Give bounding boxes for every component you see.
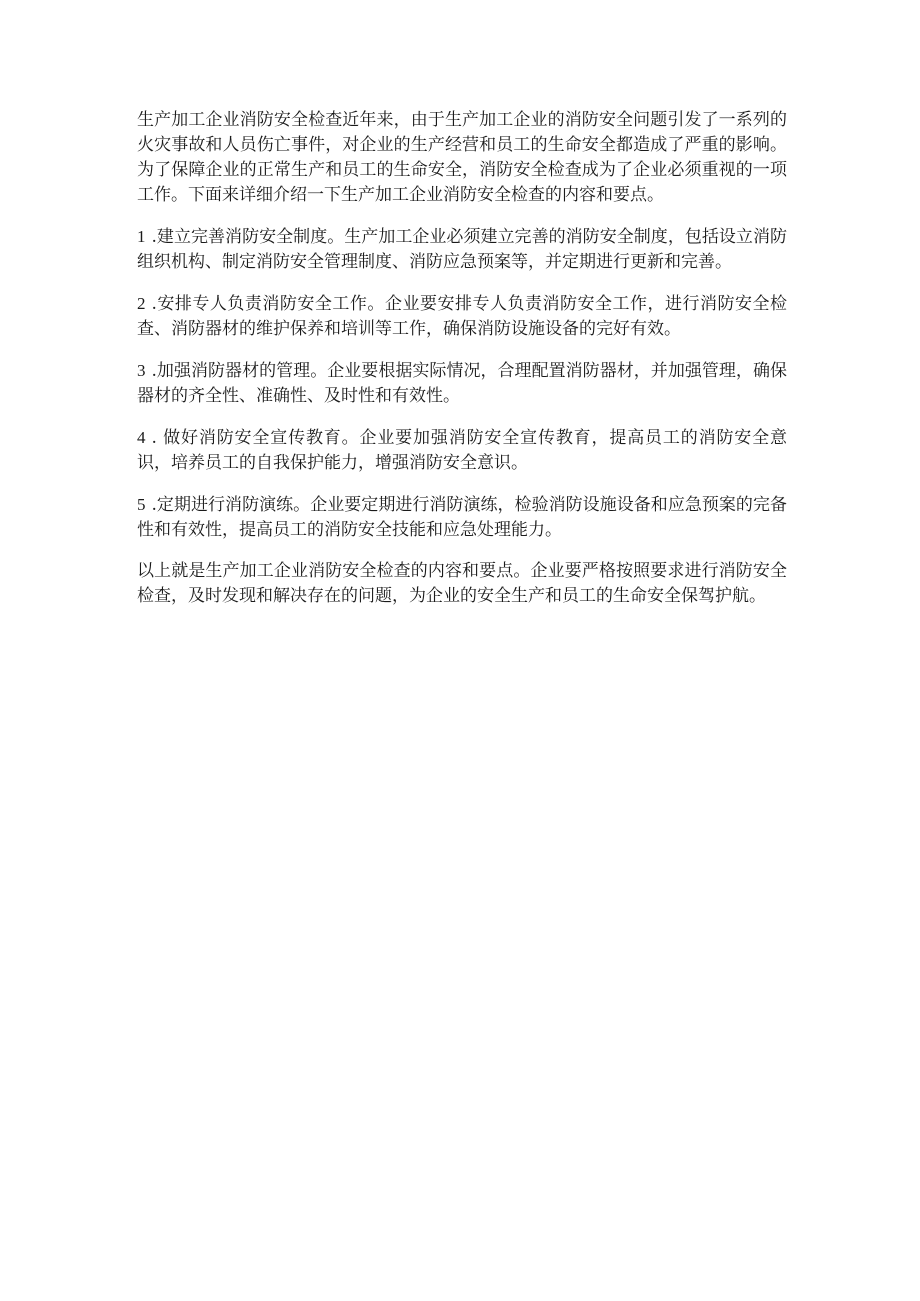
list-item-text: . 做好消防安全宣传教育。企业要加强消防安全宣传教育，提高员工的消防安全意识，培养员工的自我保护能力，增强消防安全意识。 bbox=[137, 428, 787, 473]
intro-paragraph: 生产加工企业消防安全检查近年来，由于生产加工企业的消防安全问题引发了一系列的火灾事故和人员伤亡事件，对企业的生产经营和员工的生命安全都造成了严重的影响。为了保障企业的正常生产和员工的生命安全，消防安全检查成为了企业必须重视的一项工作。下面来详细介绍一下生产加工企业消防安全检查的内容和要点。 bbox=[137, 110, 787, 205]
list-item-text: .定期进行消防演练。企业要定期进行消防演练，检验消防设施设备和应急预案的完备性和有效性，提高员工的消防安全技能和应急处理能力。 bbox=[137, 495, 787, 540]
list-item-text: .建立完善消防安全制度。生产加工企业必须建立完善的消防安全制度，包括设立消防组织机构、制定消防安全管理制度、消防应急预案等，并定期进行更新和完善。 bbox=[137, 227, 787, 272]
list-item bbox=[137, 492, 787, 543]
list-item-text: .安排专人负责消防安全工作。企业要安排专人负责消防安全工作，进行消防安全检查、消防器材的维护保养和培训等工作，确保消防设施设备的完好有效。 bbox=[137, 294, 787, 339]
list-item bbox=[137, 358, 787, 409]
list-item-number: 5 bbox=[137, 495, 146, 514]
list-item-text: .加强消防器材的管理。企业要根据实际情况，合理配置消防器材，并加强管理，确保器材的齐全性、准确性、及时性和有效性。 bbox=[137, 361, 787, 406]
conclusion-paragraph: 以上就是生产加工企业消防安全检查的内容和要点。企业要严格按照要求进行消防安全检查，及时发现和解决存在的问题，为企业的安全生产和员工的生命安全保驾护航。 bbox=[137, 561, 787, 606]
list-item-number: 1 bbox=[137, 227, 146, 246]
list-item bbox=[137, 425, 787, 476]
list-item bbox=[137, 291, 787, 342]
list-item-number: 3 bbox=[137, 361, 146, 380]
list-item-number: 2 bbox=[137, 294, 146, 313]
list-item bbox=[137, 224, 787, 275]
list-item-number: 4 bbox=[137, 428, 146, 447]
document-body bbox=[137, 108, 787, 625]
